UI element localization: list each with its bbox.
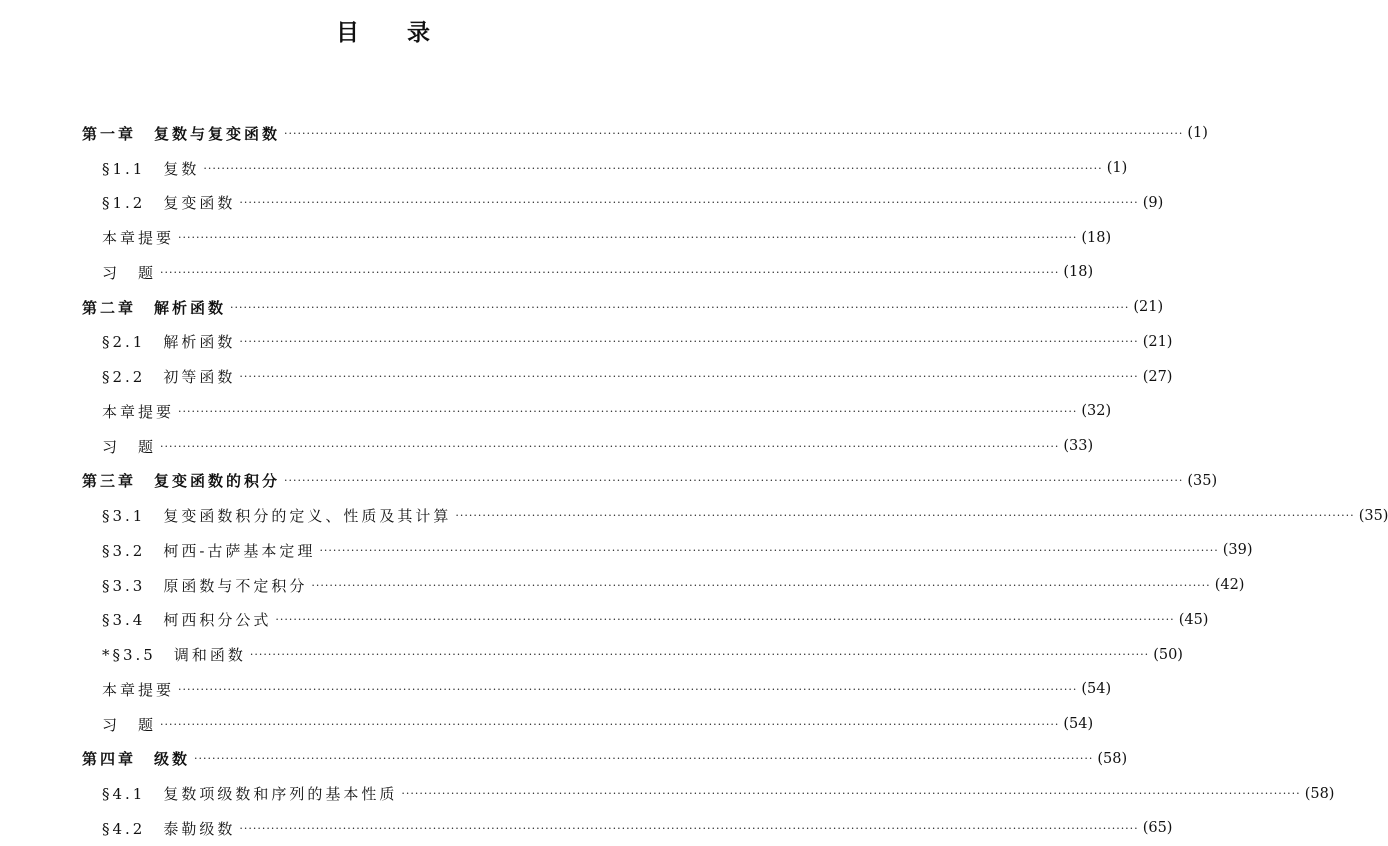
toc-chapter-entry [82,742,1128,777]
toc-leader-dots: ········································································································································································································ [178,404,1078,418]
toc-page-number: (27) [1142,368,1173,385]
toc-entry-title: §2.2 初等函数 [102,368,236,387]
toc-page-number: (21) [1133,299,1164,316]
toc-leader-dots: ········································································································································································································ [239,196,1139,210]
toc-page-number: (1) [1106,160,1128,177]
toc-leader-dots: ········································································································································································································ [239,370,1139,384]
toc-leader-dots: ········································································································································································································ [178,682,1078,696]
toc-page-number: (42) [1214,577,1245,594]
toc-leader-dots: ········································································································································································································ [160,717,1060,731]
toc-chapter-entry [82,290,1164,325]
toc-leader-dots: ········································································································································································································ [160,439,1060,453]
toc-page-number: (1) [1187,125,1208,142]
toc-entry-title: 习 题 [102,715,157,734]
toc-entry-title: §1.1 复数 [102,159,200,178]
toc-entry-title: 本章提要 [102,229,175,248]
toc-leader-dots: ········································································································································································································ [401,787,1301,801]
toc-leader-dots: ········································································································································································································ [178,231,1078,245]
toc-section-entry [82,707,1094,742]
toc-section-entry [82,568,1245,603]
toc-entry-title: §3.3 原函数与不定积分 [102,576,308,595]
toc-page-number: (65) [1142,820,1173,837]
toc-leader-dots: ········································································································································································································ [319,543,1219,557]
toc-leader-dots: ········································································································································································································ [239,335,1139,349]
toc-page-number: (54) [1081,681,1112,698]
toc-leader-dots: ········································································································································································································ [203,161,1103,175]
toc-entry-title: 本章提要 [102,680,175,699]
toc-page-number: (45) [1178,611,1209,628]
toc-page-number: (33) [1063,438,1094,455]
toc-entry-title: §4.2 泰勒级数 [102,819,236,838]
toc-page-number: (50) [1153,646,1183,663]
toc-entry-title: §4.1 复数项级数和序列的基本性质 [102,785,398,804]
toc-section-entry [82,151,1128,186]
toc-entry-title: 习 题 [102,437,157,456]
toc-leader-dots: ········································································································································································································ [311,578,1211,592]
toc-page-number: (35) [1358,507,1388,524]
toc-section-entry [82,186,1164,221]
toc-section-entry [82,603,1209,638]
toc-page-number: (39) [1222,542,1253,559]
toc-chapter-entry [82,464,1218,499]
toc-entry-title: 第四章 级数 [82,750,191,769]
toc-section-entry [82,533,1253,568]
toc-leader-dots: ········································································································································································································ [284,474,1184,488]
toc-page-number: (35) [1187,472,1218,489]
table-of-contents [82,116,1388,846]
toc-chapter-entry [82,116,1208,151]
toc-entry-title: 第三章 复变函数的积分 [82,472,281,491]
toc-leader-dots: ········································································································································································································ [239,821,1139,835]
toc-section-entry [82,672,1112,707]
toc-entry-title: §2.1 解析函数 [102,333,236,352]
toc-entry-title: 本章提要 [102,402,175,421]
toc-leader-dots: ········································································································································································································ [284,126,1184,140]
toc-page-number: (54) [1063,716,1094,733]
toc-section-entry [82,220,1112,255]
toc-leader-dots: ········································································································································································································ [249,648,1150,662]
toc-section-entry [82,811,1173,846]
toc-entry-title: §3.4 柯西积分公式 [102,611,272,630]
toc-section-entry [82,325,1173,360]
toc-leader-dots: ········································································································································································································ [230,300,1130,314]
toc-section-entry [82,637,1183,672]
toc-section-entry [82,394,1112,429]
toc-page-number: (9) [1142,194,1164,211]
toc-section-entry [82,429,1094,464]
page-title: 目 录 [335,20,450,46]
toc-entry-title: §3.1 复变函数积分的定义、性质及其计算 [102,507,452,526]
toc-page-number: (21) [1142,333,1173,350]
toc-section-entry [82,359,1173,394]
toc-entry-title: *§3.5 调和函数 [102,646,246,665]
toc-page-number: (18) [1063,264,1094,281]
toc-page-number: (58) [1097,750,1128,767]
toc-leader-dots: ········································································································································································································ [160,265,1060,279]
toc-leader-dots: ········································································································································································································ [275,613,1175,627]
toc-entry-title: 习 题 [102,263,157,282]
toc-entry-title: §3.2 柯西-古萨基本定理 [102,541,316,560]
toc-entry-title: 第一章 复数与复变函数 [82,124,281,143]
toc-leader-dots: ········································································································································································································ [194,752,1094,766]
toc-page-number: (18) [1081,229,1112,246]
toc-entry-title: §1.2 复变函数 [102,194,236,213]
toc-section-entry [82,776,1335,811]
toc-leader-dots: ········································································································································································································ [455,509,1355,523]
toc-section-entry [82,255,1094,290]
toc-entry-title: 第二章 解析函数 [82,298,227,317]
toc-page-number: (32) [1081,403,1112,420]
toc-section-entry [82,498,1388,533]
toc-page-number: (58) [1304,785,1335,802]
